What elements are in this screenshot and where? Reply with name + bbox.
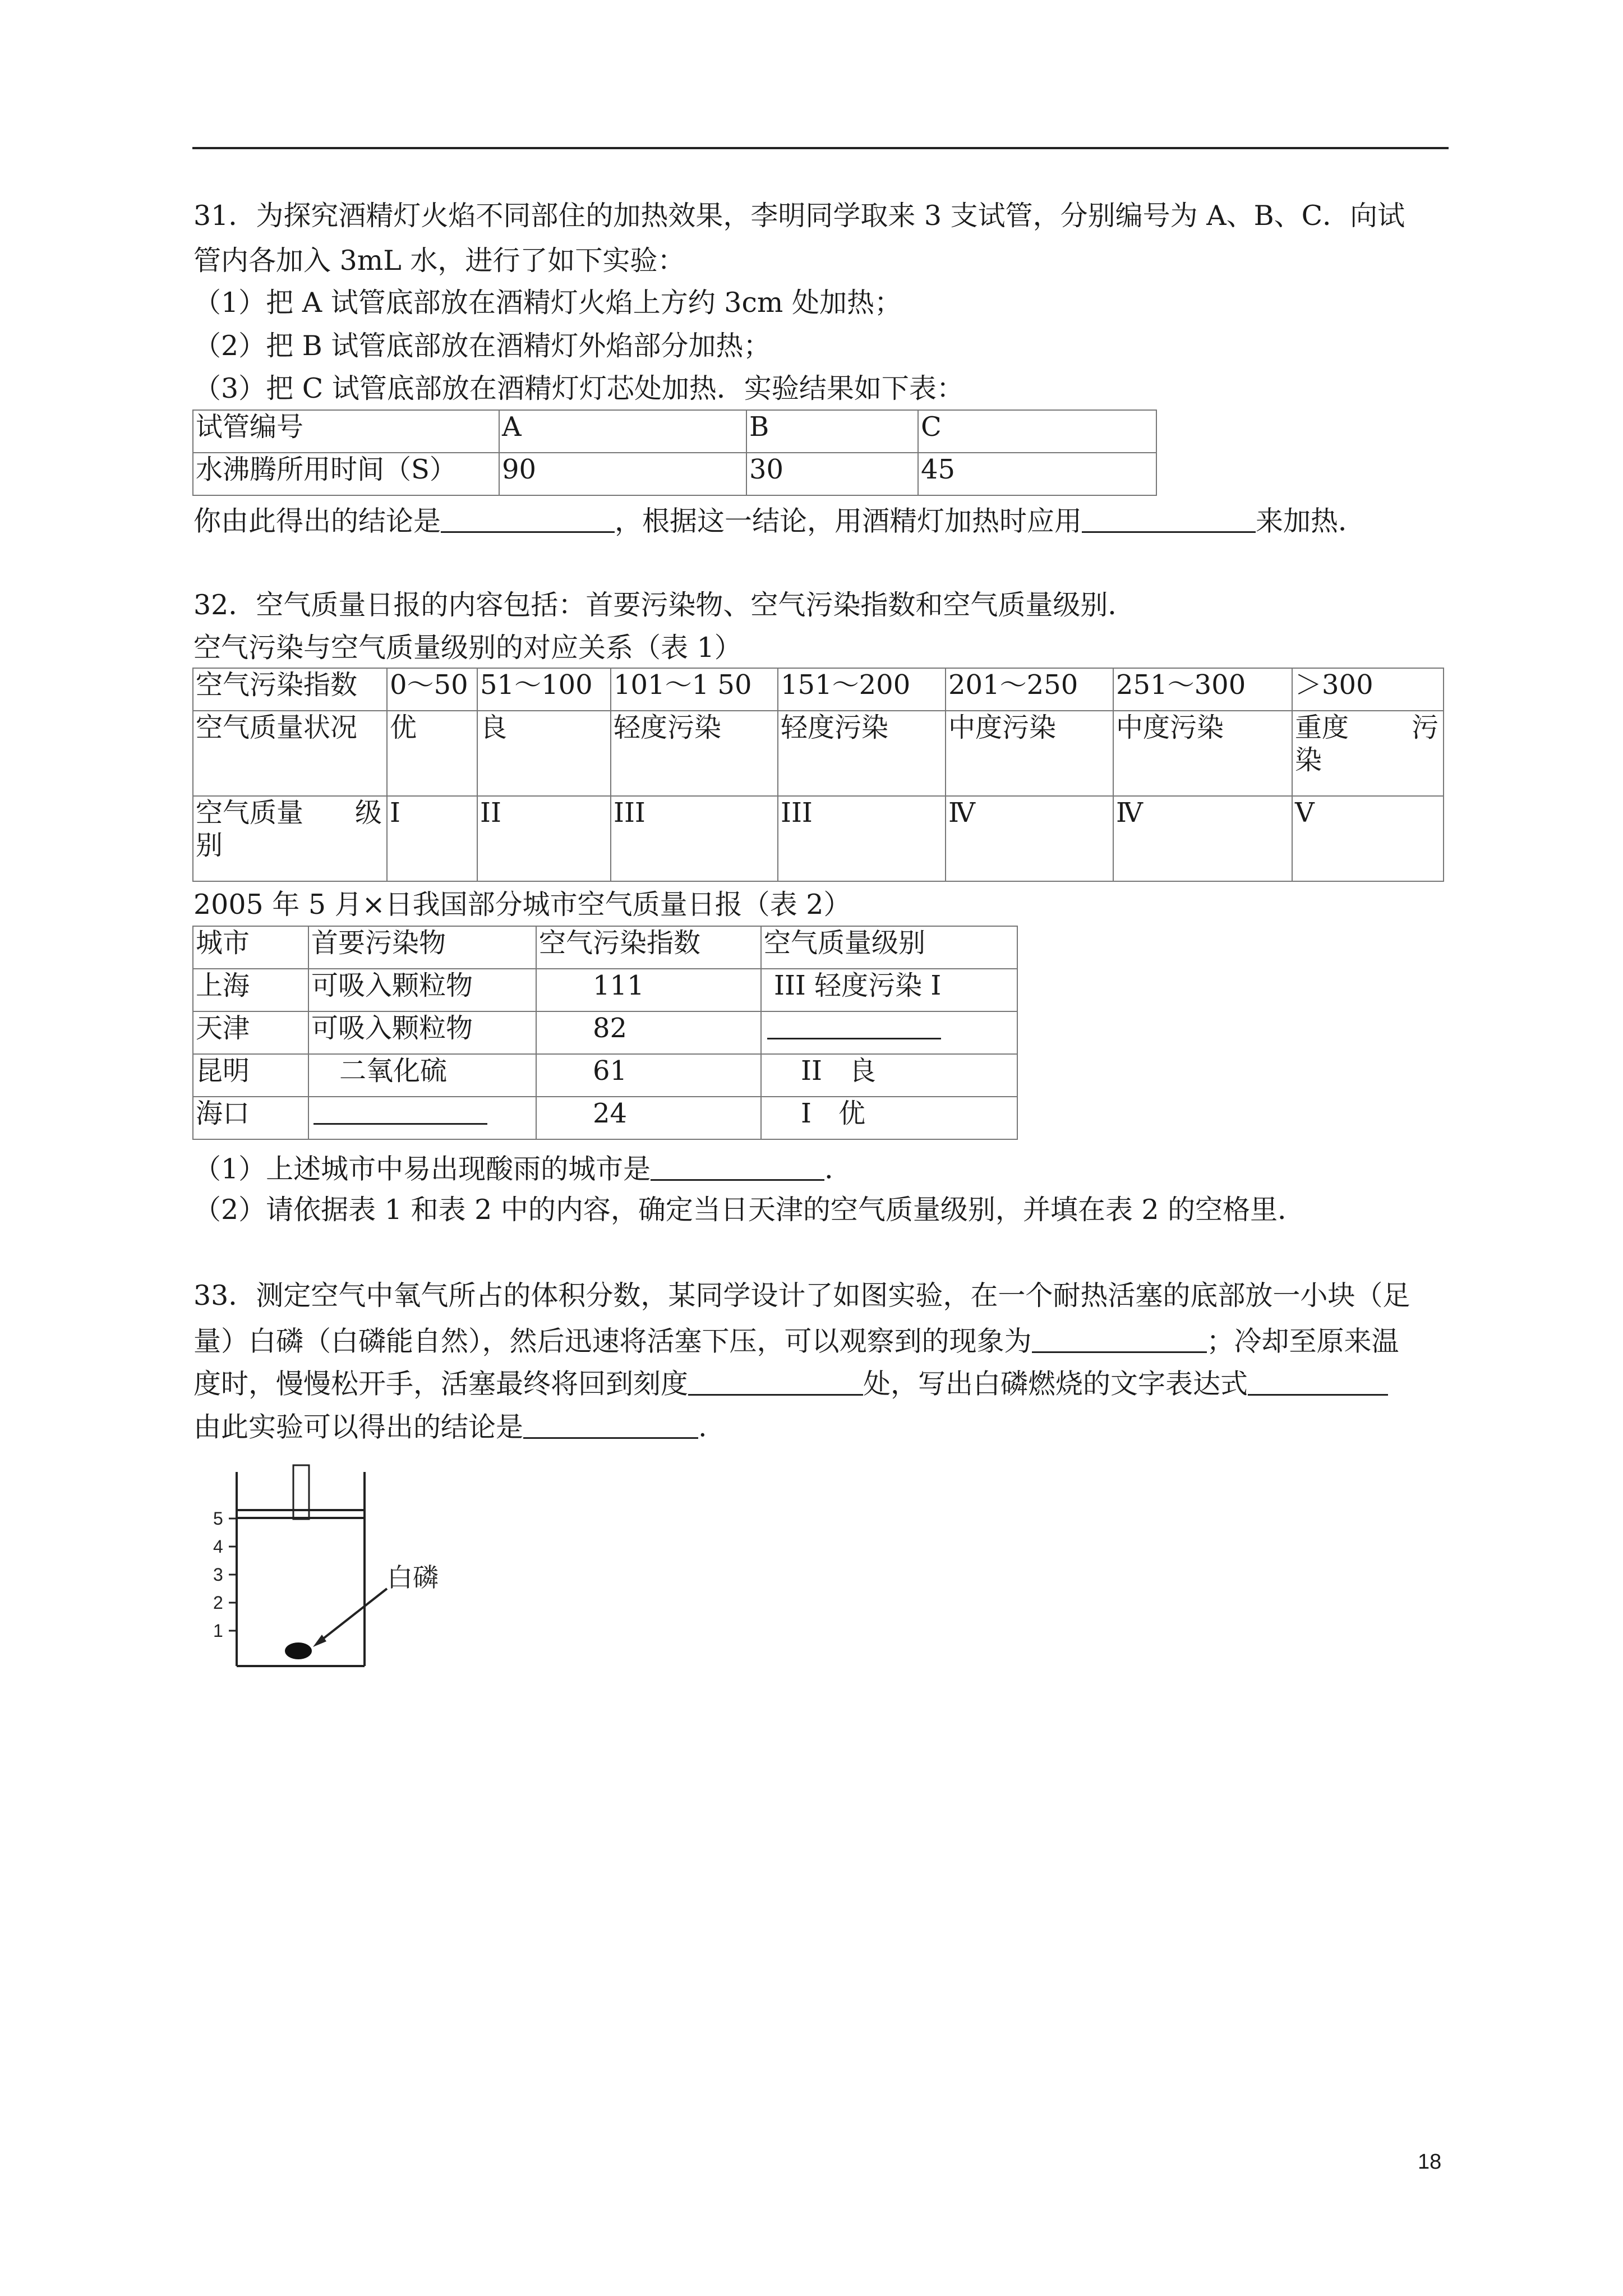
table-cell: 90 (499, 453, 746, 495)
table-cell: 轻度污染 (611, 711, 778, 796)
pointer-line (317, 1589, 387, 1644)
table-cell (761, 1011, 1017, 1054)
q32-table2-caption: 2005 年 5 月×日我国部分城市空气质量日报（表 2） (193, 889, 851, 921)
tianjin-level-blank[interactable] (767, 1012, 941, 1039)
table-cell: III (611, 796, 778, 881)
table-cell: 45 (918, 453, 1156, 495)
q32-sub-1-text: （1）上述城市中易出现酸雨的城市是 (193, 1153, 651, 1185)
q32-sub-1 (193, 1153, 852, 1183)
table-cell: Ⅳ (946, 796, 1113, 881)
table-cell: 水沸腾所用时间（S） (193, 453, 499, 495)
header-rule (192, 147, 1449, 149)
q32-sub-2: （2）请依据表 1 和表 2 中的内容，确定当日天津的空气质量级别，并填在表 2 的空格里． (193, 1194, 1306, 1226)
table-cell: II (477, 796, 611, 881)
q31-conclusion-text-2: ，根据这一结论，用酒精灯加热时应用 (615, 505, 1082, 537)
table-cell: B (746, 410, 918, 453)
table-cell: III (778, 796, 946, 881)
cell-text: 级 (354, 797, 382, 829)
q31-step-1: （1）把 A 试管底部放在酒精灯火焰上方约 3cm 处加热； (193, 287, 902, 319)
table-cell: 上海 (193, 969, 308, 1011)
q32-table-1 (192, 668, 1444, 882)
table-row (193, 1011, 1017, 1054)
piston-apparatus-figure (202, 1458, 460, 1694)
table-cell: 251～300 (1113, 668, 1292, 711)
table-row (193, 668, 1444, 711)
table-cell: 中度污染 (1113, 711, 1292, 796)
table-cell: 轻度污染 (778, 711, 946, 796)
table-cell: 201～250 (946, 668, 1113, 711)
white-phosphorus (285, 1642, 312, 1659)
table-cell: Ⅳ (1113, 796, 1292, 881)
q33-expression-blank[interactable] (1248, 1368, 1388, 1396)
table-cell: 空气污染指数 (193, 668, 387, 711)
q31-conclusion (193, 505, 1366, 535)
table-cell: C (918, 410, 1156, 453)
table-cell: 61 (536, 1054, 761, 1097)
table-cell: 151～200 (778, 668, 946, 711)
q33-line-4 (193, 1411, 707, 1441)
table-row (193, 969, 1017, 1011)
table-cell: V (1292, 796, 1444, 881)
q31-answer-blank-1[interactable] (441, 505, 615, 533)
cell-text: 染 (1295, 744, 1322, 776)
table-cell: 城市 (193, 926, 308, 969)
q32-table1-caption: 空气污染与空气质量级别的对应关系（表 1） (193, 632, 742, 664)
scale-ticks (229, 1519, 237, 1631)
table-cell (308, 1097, 536, 1139)
q32-acid-rain-blank[interactable] (651, 1153, 824, 1181)
scale-label-4: 4 (213, 1536, 223, 1557)
q33-line-3-mid: 处，写出白磷燃烧的文字表达式 (863, 1368, 1248, 1400)
q31-results-table (192, 409, 1157, 496)
table-cell: III 轻度污染 I (761, 969, 1017, 1011)
q33-line-3 (193, 1368, 1388, 1398)
table-row (193, 1054, 1017, 1097)
table-cell: 天津 (193, 1011, 308, 1054)
table-cell: I (387, 796, 477, 881)
table-cell: 首要污染物 (308, 926, 536, 969)
scale-label-3: 3 (213, 1565, 223, 1585)
cell-text: 别 (196, 830, 223, 861)
scale-label-2: 2 (213, 1593, 223, 1613)
q31-conclusion-text-3: 来加热． (1256, 505, 1366, 537)
table-cell: 昆明 (193, 1054, 308, 1097)
q33-conclusion-blank[interactable] (523, 1411, 698, 1439)
q33-line-1: 33．测定空气中氧气所占的体积分数，某同学设计了如图实验，在一个耐热活塞的底部放一小块（足 (193, 1280, 1410, 1312)
table-row (193, 926, 1017, 969)
table-cell: 良 (477, 711, 611, 796)
q33-phenomenon-blank[interactable] (1032, 1325, 1207, 1353)
q33-line-4-text: 由此实验可以得出的结论是 (193, 1411, 524, 1443)
table-cell: 可吸入颗粒物 (308, 1011, 536, 1054)
phosphorus-label: 白磷 (387, 1562, 439, 1593)
haikou-pollutant-blank[interactable] (313, 1097, 487, 1125)
q31-conclusion-text: 你由此得出的结论是 (193, 505, 441, 537)
table-row (193, 453, 1156, 495)
table-cell: 101～1 50 (611, 668, 778, 711)
q31-step-2: （2）把 B 试管底部放在酒精灯外焰部分加热； (193, 330, 771, 362)
table-row (193, 711, 1444, 796)
cell-text: 污 (1411, 712, 1438, 743)
table-cell: 海口 (193, 1097, 308, 1139)
q33-scale-blank[interactable] (688, 1368, 863, 1396)
cell-text: 空气质量 (196, 797, 304, 829)
q33-line-2-text: 量）白磷（白磷能自然），然后迅速将活塞下压，可以观察到的现象为 (193, 1325, 1032, 1358)
table-cell: 空气污染指数 (536, 926, 761, 969)
table-cell: 0～50 (387, 668, 477, 711)
q31-answer-blank-2[interactable] (1082, 505, 1256, 533)
table-cell: 可吸入颗粒物 (308, 969, 536, 1011)
table-cell: 空气质量级别 (761, 926, 1017, 969)
table-cell: 优 (387, 711, 477, 796)
q33-line-2 (193, 1325, 1399, 1358)
table-cell: ＞300 (1292, 668, 1444, 711)
table-row (193, 796, 1444, 881)
scale-label-1: 1 (213, 1621, 223, 1641)
table-cell: 30 (746, 453, 918, 495)
page-number: 18 (1418, 2150, 1442, 2174)
q31-line-2: 管内各加入 3mL 水，进行了如下实验： (193, 245, 685, 277)
q31-line-1: 31．为探究酒精灯火焰不同部住的加热效果，李明同学取来 3 支试管，分别编号为 A、B、C．向试 (193, 200, 1405, 232)
table-cell: 51～100 (477, 668, 611, 711)
table-cell (1292, 711, 1444, 796)
table-cell: 中度污染 (946, 711, 1113, 796)
table-cell: 二氧化硫 (308, 1054, 536, 1097)
cell-text: 重度 (1295, 712, 1349, 743)
table-cell: 空气质量状况 (193, 711, 387, 796)
q33-line-3-text: 度时，慢慢松开手，活塞最终将回到刻度 (193, 1368, 689, 1400)
q33-line-4-end: . (698, 1411, 707, 1443)
table-cell: 111 (536, 969, 761, 1011)
q32-table-2 (192, 926, 1018, 1140)
q32-sub-1-end: ． (824, 1153, 852, 1185)
table-row (193, 410, 1156, 453)
table-cell: I 优 (761, 1097, 1017, 1139)
table-cell: II 良 (761, 1054, 1017, 1097)
table-cell (193, 796, 387, 881)
scale-label-5: 5 (213, 1508, 223, 1529)
q33-line-2-end: ；冷却至原来温 (1206, 1325, 1399, 1358)
table-cell: A (499, 410, 746, 453)
table-row (193, 1097, 1017, 1139)
table-cell: 82 (536, 1011, 761, 1054)
q32-line-1: 32．空气质量日报的内容包括：首要污染物、空气污染指数和空气质量级别． (193, 589, 1136, 621)
table-cell: 试管编号 (193, 410, 499, 453)
q31-step-3: （3）把 C 试管底部放在酒精灯灯芯处加热．实验结果如下表： (193, 372, 964, 404)
table-cell: 24 (536, 1097, 761, 1139)
